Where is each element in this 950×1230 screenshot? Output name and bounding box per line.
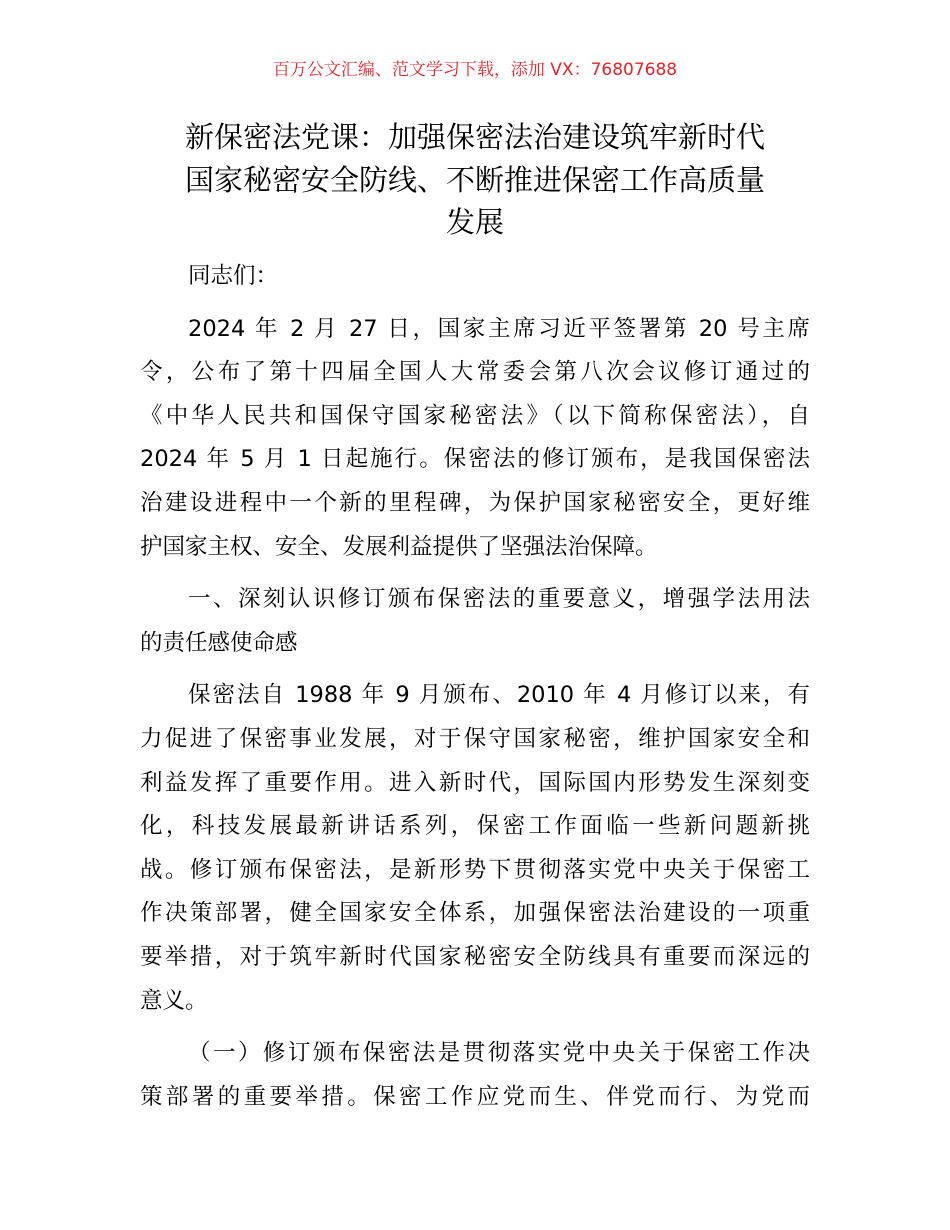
text-line: 保密法自 1988 年 9 月颁布、2010 年 4 月修订以来，有 <box>188 682 810 709</box>
text-line: 治建设进程中一个新的里程碑，为保护国家秘密安全，更好维 <box>140 489 810 516</box>
paragraph <box>140 578 810 665</box>
text-line: 化，科技发展最新讲话系列，保密工作面临一些新问题新挑 <box>140 813 810 840</box>
text-line: 2024 年 2 月 27 日，国家主席习近平签署第 20 号主席 <box>188 315 810 342</box>
text-line: 同志们： <box>188 263 279 289</box>
watermark-header: 百万公文汇编、范文学习下载，添加 VX：76807688 <box>272 60 678 80</box>
title-line: 新保密法党课：加强保密法治建设筑牢新时代 <box>184 120 765 154</box>
title-line: 发展 <box>445 205 504 239</box>
paragraph <box>140 674 810 1023</box>
text-line: 2024 年 5 月 1 日起施行。保密法的修订颁布，是我国保密法 <box>140 446 810 473</box>
text-line: 策部署的重要举措。保密工作应党而生、伴党而行、为党而 <box>140 1083 810 1110</box>
text-line: 战。修订颁布保密法，是新形势下贯彻落实党中央关于保密工 <box>140 856 810 883</box>
title-line: 国家秘密安全防线、不断推进保密工作高质量 <box>184 162 765 197</box>
text-line: 《中华人民共和国保守国家秘密法》（以下简称保密法），自 <box>140 402 810 429</box>
paragraph <box>140 255 810 299</box>
text-line: 作决策部署，健全国家安全体系，加强保密法治建设的一项重 <box>140 900 810 927</box>
text-line: 一、深刻认识修订颁布保密法的重要意义，增强学法用法 <box>188 586 810 613</box>
text-line: （一）修订颁布保密法是贯彻落实党中央关于保密工作决 <box>188 1040 810 1067</box>
text-line: 力促进了保密事业发展，对于保守国家秘密，维护国家安全和 <box>140 725 810 752</box>
text-line: 意义。 <box>140 987 208 1014</box>
paragraph <box>140 1032 810 1119</box>
text-line: 要举措，对于筑牢新时代国家秘密安全防线具有重要而深远的 <box>140 943 810 970</box>
document-body <box>140 255 810 1128</box>
paragraph <box>140 308 810 570</box>
text-line: 护国家主权、安全、发展利益提供了坚强法治保障。 <box>140 533 658 560</box>
text-line: 的责任感使命感 <box>140 629 298 656</box>
document-title <box>140 116 810 244</box>
text-line: 令，公布了第十四届全国人大常委会第八次会议修订通过的 <box>140 359 810 386</box>
text-line: 利益发挥了重要作用。进入新时代，国际国内形势发生深刻变 <box>140 769 810 796</box>
